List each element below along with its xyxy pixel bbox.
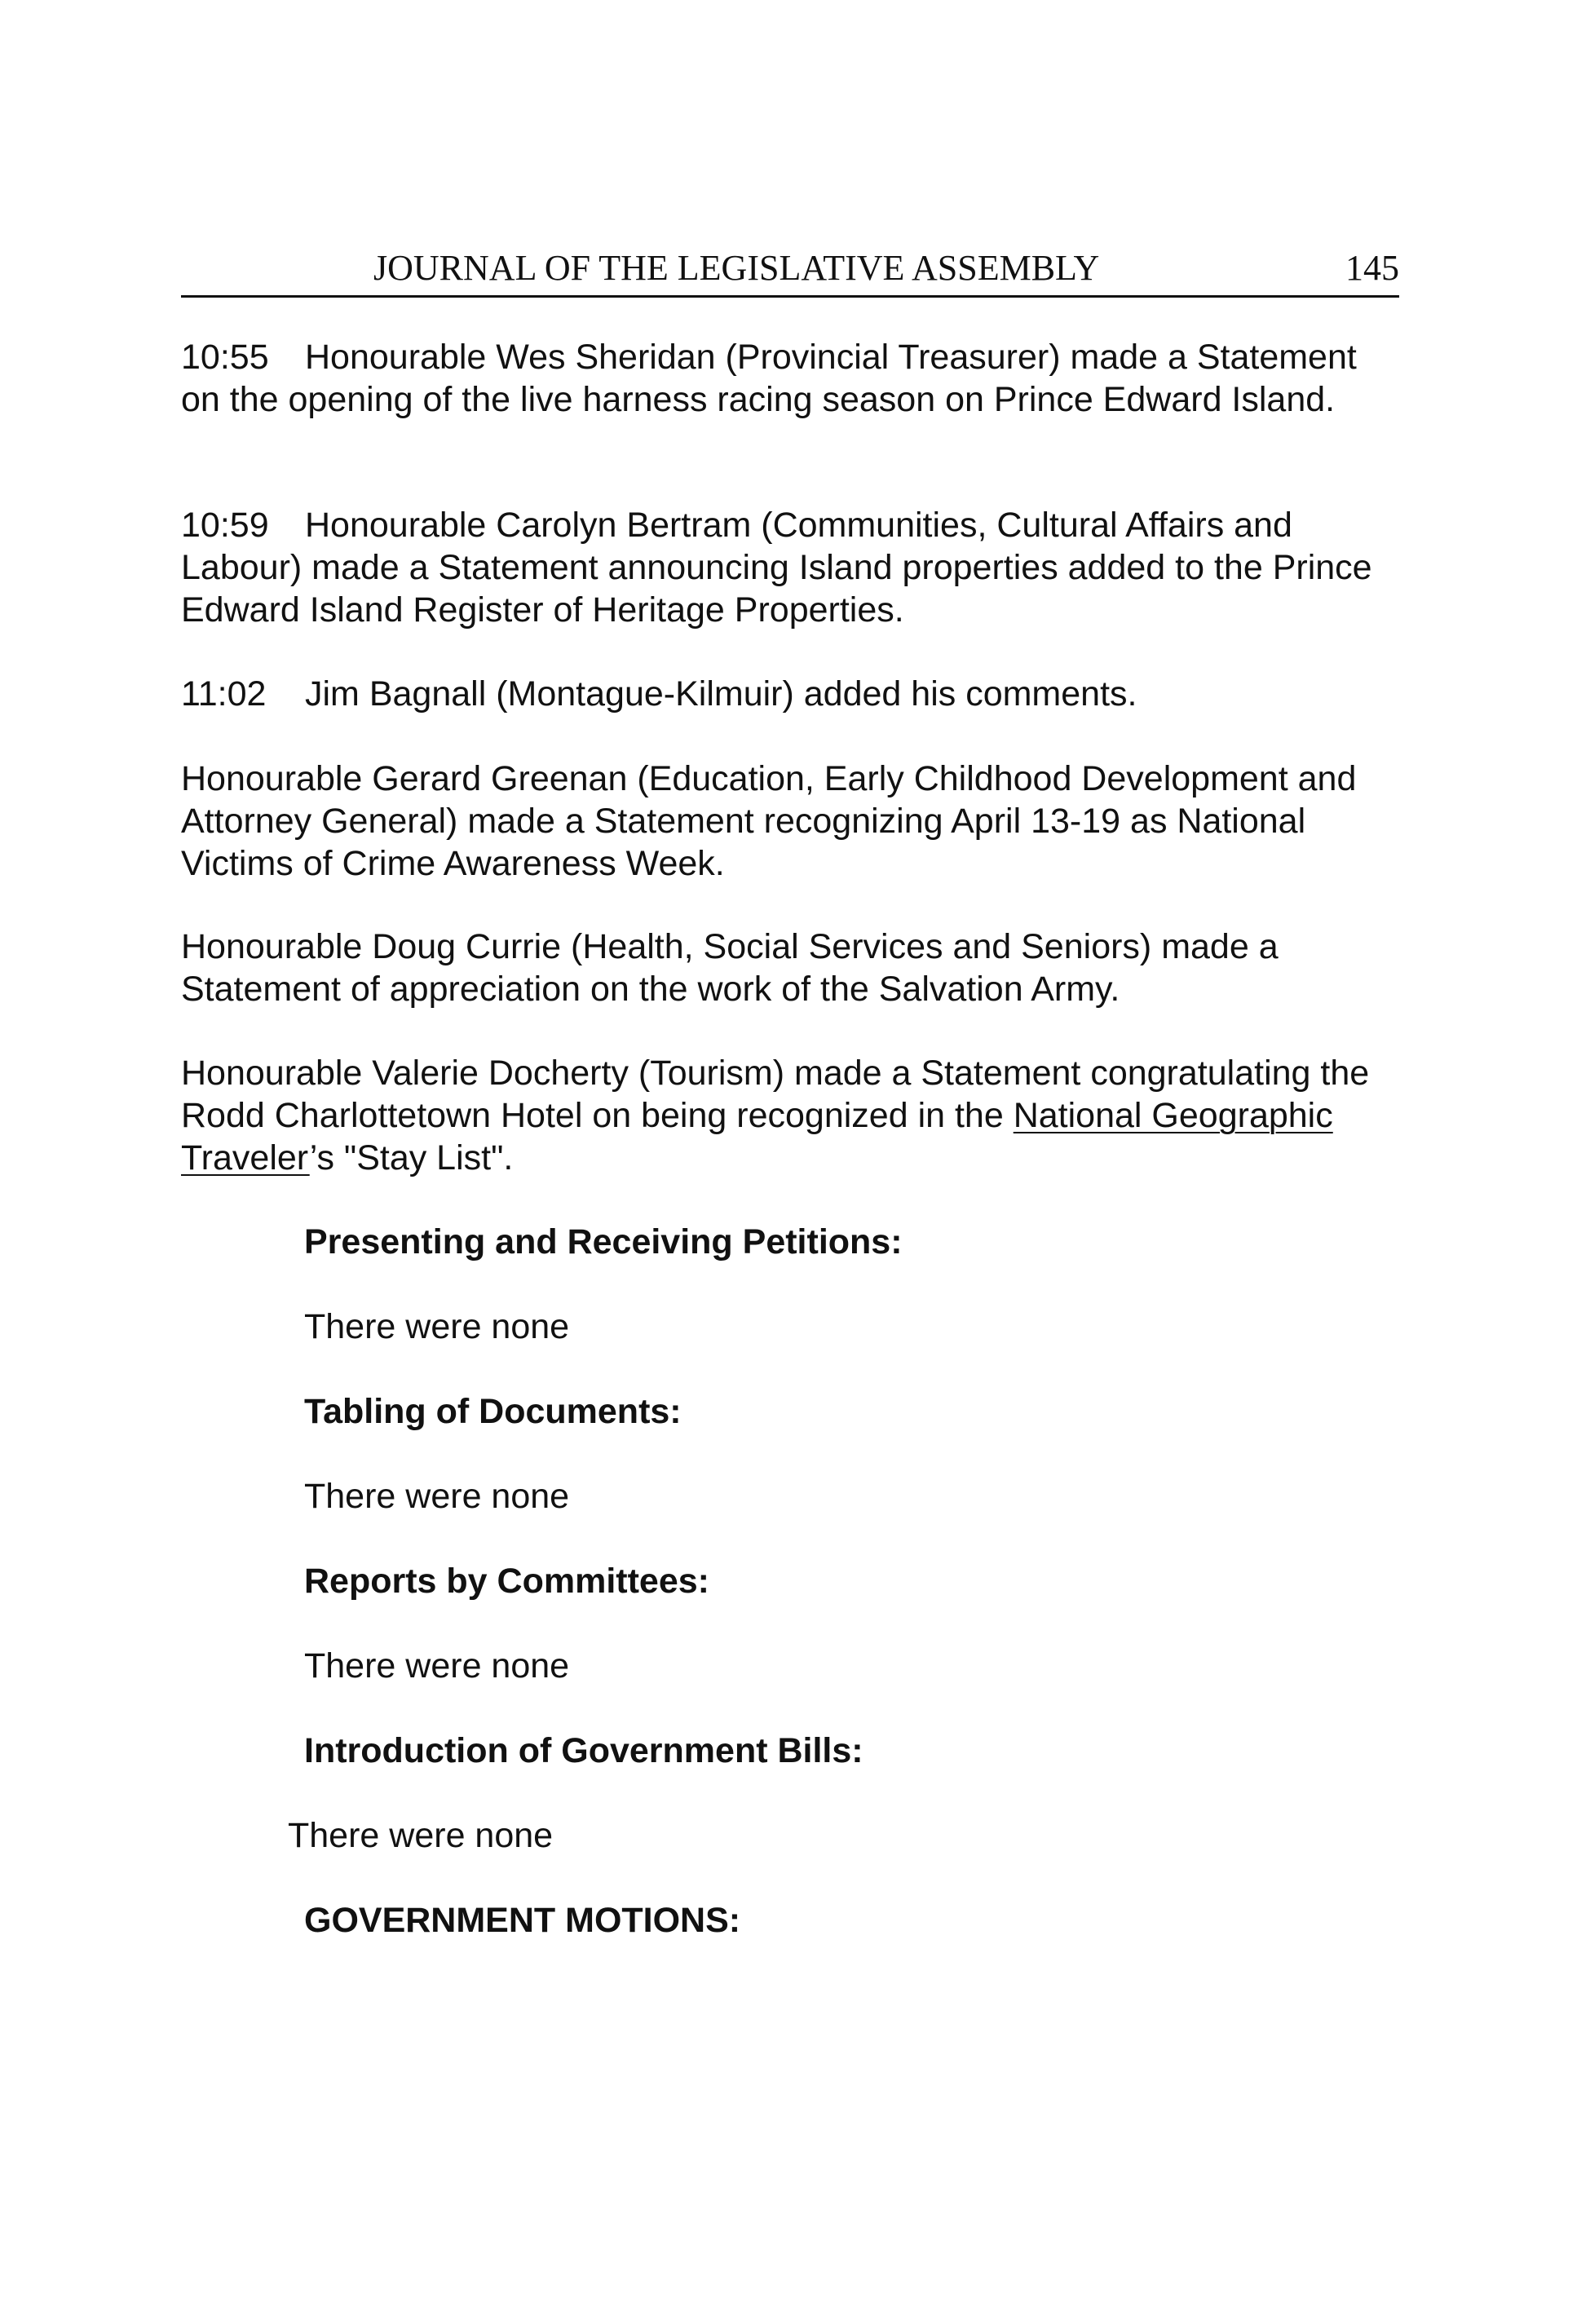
journal-title: JOURNAL OF THE LEGISLATIVE ASSEMBLY xyxy=(373,248,1100,288)
section-heading-government-motions: GOVERNMENT MOTIONS: xyxy=(304,1901,741,1940)
section-heading-government-bills: Introduction of Government Bills: xyxy=(304,1731,863,1770)
section-content: There were none xyxy=(304,1646,570,1686)
section-heading-reports: Reports by Committees: xyxy=(304,1562,709,1601)
entry-text: Honourable Gerard Greenan (Education, Early Childhood Development and Attorney General) made a Statement recognizing April 13-19 as National Victims of Crime Awareness Week. xyxy=(181,759,1357,883)
entry-text-end: ’s "Stay List". xyxy=(309,1138,514,1177)
journal-entry xyxy=(181,673,1404,715)
entry-text: Honourable Wes Sheridan (Provincial Treasurer) made a Statement on the opening of the live harness racing season on Prince Edward Island. xyxy=(181,338,1357,419)
entry-text: Jim Bagnall (Montague-Kilmuir) added his comments. xyxy=(305,674,1137,714)
section-content: There were none xyxy=(304,1477,570,1516)
section-content: There were none xyxy=(304,1307,570,1346)
page-number: 145 xyxy=(1345,248,1399,288)
entry-time: 10:55 xyxy=(181,338,269,377)
section-heading-tabling: Tabling of Documents: xyxy=(304,1392,682,1431)
section-content: There were none xyxy=(288,1816,554,1855)
entry-text: Honourable Valerie Docherty (Tourism) made a Statement congratulating the Rodd Charlottetown Hotel on being recognized in the xyxy=(181,1054,1370,1135)
entry-time: 11:02 xyxy=(181,674,267,714)
journal-entry xyxy=(181,1052,1404,1179)
journal-entry xyxy=(181,336,1404,421)
journal-entry xyxy=(181,504,1404,631)
journal-entry xyxy=(181,758,1404,885)
entry-text: Honourable Carolyn Bertram (Communities, Cultural Affairs and Labour) made a Statement announcing Island properties added to the Prince Edward Island Register of Heritage Properties. xyxy=(181,506,1372,630)
section-heading-petitions: Presenting and Receiving Petitions: xyxy=(304,1222,903,1261)
entry-text: Honourable Doug Currie (Health, Social Services and Seniors) made a Statement of appreciation on the work of the Salvation Army. xyxy=(181,927,1279,1009)
publication-title: National Geographic Traveler xyxy=(181,1096,1333,1177)
journal-entry xyxy=(181,926,1404,1010)
running-head xyxy=(181,245,1399,298)
entry-time: 10:59 xyxy=(181,506,269,545)
